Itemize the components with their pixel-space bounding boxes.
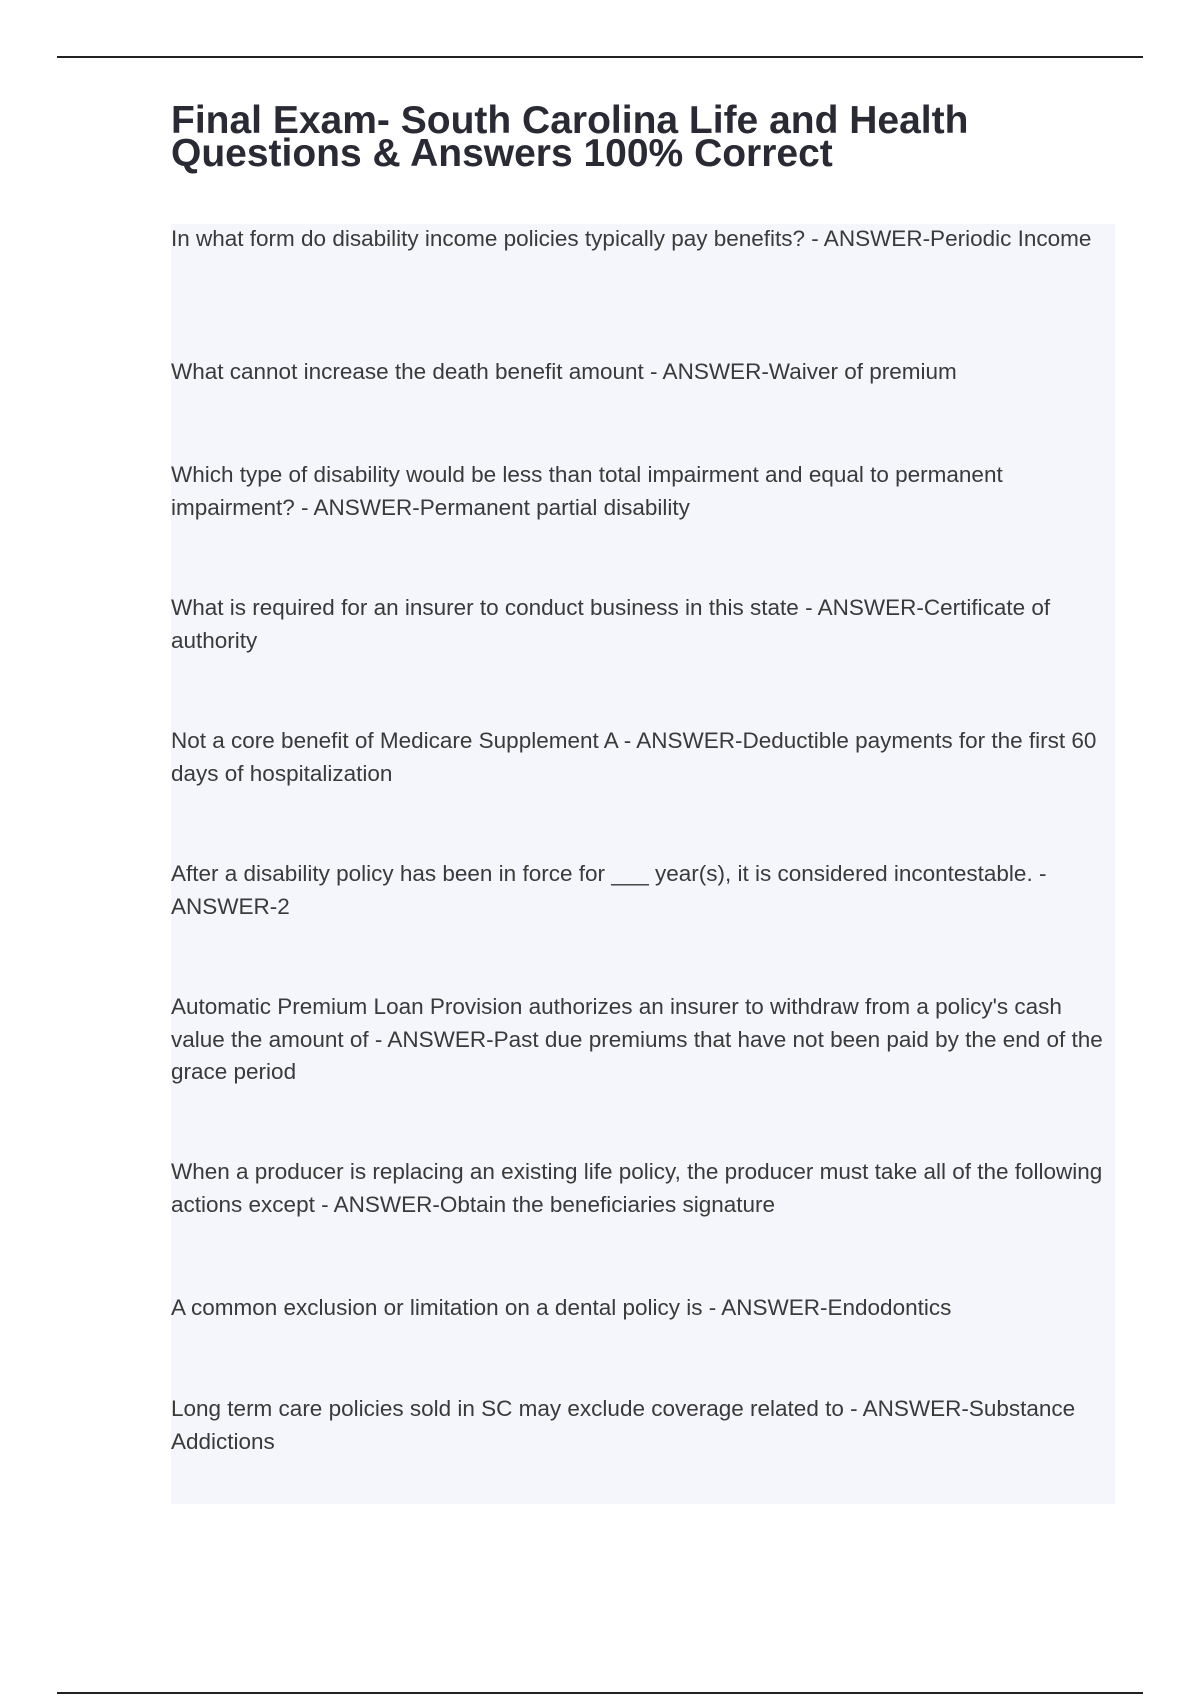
qa-item-5: Not a core benefit of Medicare Supplement A - ANSWER-Deductible payments for the first 60 days of hospitalization bbox=[171, 728, 1097, 786]
title-line-2: Questions & Answers 100% Correct bbox=[171, 132, 833, 175]
title-line-1: Final Exam- South Carolina Life and Health bbox=[171, 99, 969, 142]
qa-item-4: What is required for an insurer to conduct business in this state - ANSWER-Certificate of authority bbox=[171, 595, 1051, 653]
qa-item-1: In what form do disability income policies typically pay benefits? - ANSWER-Periodic Income bbox=[171, 226, 1092, 251]
qa-item-7: Automatic Premium Loan Provision authorizes an insurer to withdraw from a policy's cash value the amount of - ANSWER-Past due premiums that have not been paid by the end of the grace period bbox=[171, 994, 1103, 1084]
footer-rule bbox=[57, 1692, 1143, 1694]
qa-item-2: What cannot increase the death benefit amount - ANSWER-Waiver of premium bbox=[171, 359, 957, 384]
document-title bbox=[171, 99, 1131, 175]
qa-item-6: After a disability policy has been in force for ___ year(s), it is considered incontestable. - ANSWER-2 bbox=[171, 861, 1047, 919]
qa-item-3: Which type of disability would be less than total impairment and equal to permanent impairment? - ANSWER-Permanent partial disability bbox=[171, 462, 1003, 520]
qa-item-10: Long term care policies sold in SC may exclude coverage related to - ANSWER-Substance Addictions bbox=[171, 1396, 1076, 1454]
qa-item-9: A common exclusion or limitation on a dental policy is - ANSWER-Endodontics bbox=[171, 1295, 952, 1320]
header-rule bbox=[57, 56, 1143, 58]
qa-item-8: When a producer is replacing an existing life policy, the producer must take all of the following actions except - ANSWER-Obtain the beneficiaries signature bbox=[171, 1159, 1103, 1217]
